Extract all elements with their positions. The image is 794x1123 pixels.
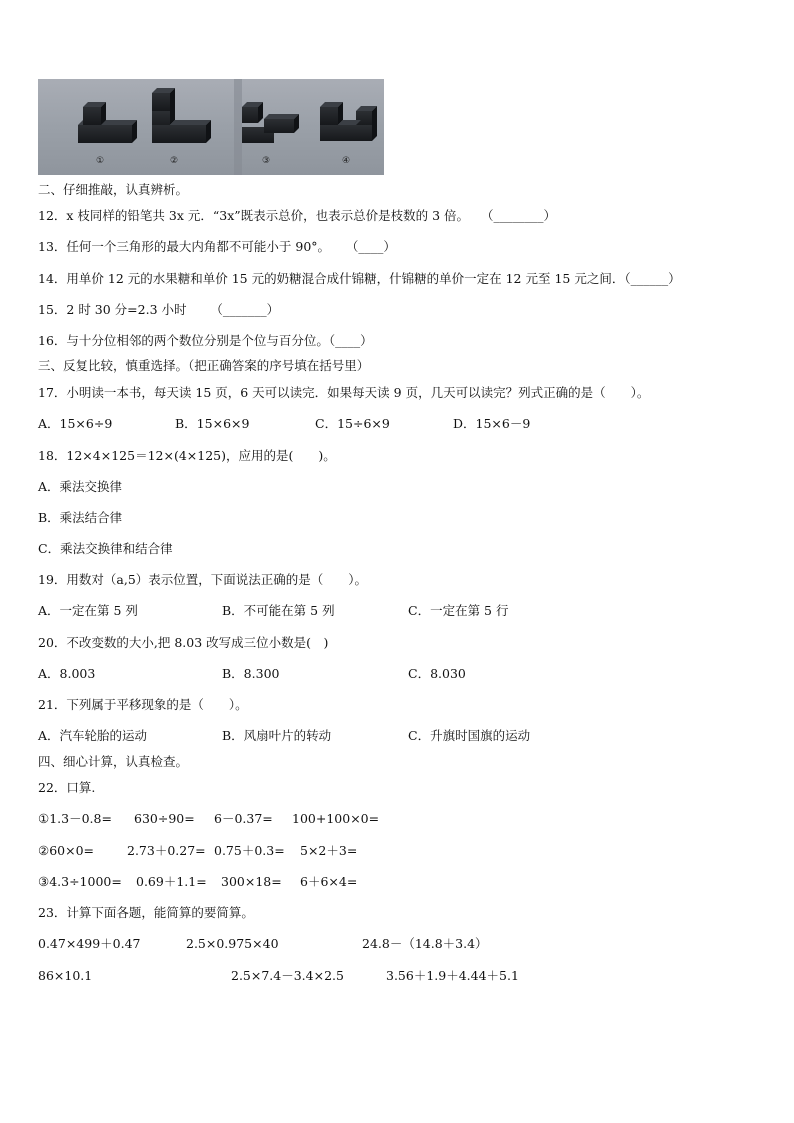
q23-row1-item1: 0.47×499＋0.47 xyxy=(38,936,141,951)
q18-option-b: B．乘法结合律 xyxy=(38,510,123,525)
q17-option-d: D．15×6－9 xyxy=(453,416,531,431)
q19-option-b: B．不可能在第 5 列 xyxy=(222,603,335,618)
question-16: 16．与十分位相邻的两个数位分别是个位与百分位。（____） xyxy=(38,333,373,348)
q21-option-b: B．风扇叶片的转动 xyxy=(222,728,332,743)
q22-row3-item2: 0.69＋1.1= xyxy=(136,874,207,889)
question-22: 22．口算. xyxy=(38,780,96,795)
question-14: 14．用单价 12 元的水果糖和单价 15 元的奶糖混合成什锦糖，什锦糖的单价一定在 12 元至 15 元之间．（______） xyxy=(38,271,681,286)
figure-4-blocks xyxy=(320,102,377,141)
question-23: 23．计算下面各题，能简算的要简算。 xyxy=(38,905,254,920)
question-18: 18．12×4×125＝12×(4×125)，应用的是( )。 xyxy=(38,448,336,463)
q17-option-c: C．15÷6×9 xyxy=(315,416,390,431)
q21-option-a: A．汽车轮胎的运动 xyxy=(38,728,148,743)
q22-row3-item1: ③4.3÷1000= xyxy=(38,874,122,889)
q22-row1-item3: 6－0.37= xyxy=(214,811,273,826)
q23-row1-item2: 2.5×0.975×40 xyxy=(186,936,279,951)
q22-row3-item3: 300×18= xyxy=(221,874,282,889)
q22-row2-item2: 2.73＋0.27= xyxy=(127,843,206,858)
question-19: 19．用数对（a,5）表示位置，下面说法正确的是（ ）。 xyxy=(38,572,368,587)
q22-row1-item1: ①1.3－0.8= xyxy=(38,811,112,826)
question-21: 21．下列属于平移现象的是（ ）。 xyxy=(38,697,248,712)
q23-row2-item2: 2.5×7.4－3.4×2.5 xyxy=(231,968,344,983)
q20-option-b: B．8.300 xyxy=(222,666,280,681)
figure-2-label: ② xyxy=(170,156,179,166)
q23-row1-item3: 24.8－（14.8＋3.4） xyxy=(362,936,488,951)
q23-row2-item1: 86×10.1 xyxy=(38,968,93,983)
section-3-heading: 三、反复比较，慎重选择。（把正确答案的序号填在括号里） xyxy=(38,358,370,373)
q22-row2-item1: ②60×0= xyxy=(38,843,95,858)
q22-row2-item4: 5×2＋3= xyxy=(300,843,358,858)
q21-option-c: C．升旗时国旗的运动 xyxy=(408,728,531,743)
q18-option-c: C．乘法交换律和结合律 xyxy=(38,541,173,556)
question-12: 12．x 枝同样的铅笔共 3x 元．“3x”既表示总价，也表示总价是枝数的 3 倍。 （________） xyxy=(38,208,556,223)
q23-row2-item3: 3.56＋1.9＋4.44＋5.1 xyxy=(386,968,519,983)
q22-row1-item4: 100+100×0= xyxy=(292,811,380,826)
figure-2-blocks xyxy=(152,88,211,143)
q20-option-a: A．8.003 xyxy=(38,666,96,681)
figure-4-label: ④ xyxy=(342,156,351,166)
question-17: 17．小明读一本书，每天读 15 页，6 天可以读完．如果每天读 9 页，几天可以读完？列式正确的是（ ）。 xyxy=(38,385,650,400)
section-4-heading: 四、细心计算，认真检查。 xyxy=(38,754,189,769)
q22-row1-item2: 630÷90= xyxy=(134,811,195,826)
q17-option-b: B．15×6×9 xyxy=(175,416,250,431)
cube-figures-drawing xyxy=(38,79,384,175)
question-15: 15．2 时 30 分=2.3 小时 （_______） xyxy=(38,302,280,317)
question-13: 13．任何一个三角形的最大内角都不可能小于 90°。 （____） xyxy=(38,239,396,254)
q17-option-a: A．15×6÷9 xyxy=(38,416,113,431)
figure-3-label: ③ xyxy=(262,156,271,166)
q22-row2-item3: 0.75＋0.3= xyxy=(214,843,285,858)
figure-1-label: ① xyxy=(96,156,105,166)
q19-option-c: C．一定在第 5 行 xyxy=(408,603,509,618)
q20-option-c: C．8.030 xyxy=(408,666,466,681)
q22-row3-item4: 6＋6×4= xyxy=(300,874,358,889)
figure-3-blocks xyxy=(242,102,299,143)
figure-1-blocks xyxy=(78,102,137,143)
cube-figures-photo xyxy=(38,79,384,175)
section-2-heading: 二、仔细推敲，认真辨析。 xyxy=(38,182,189,197)
question-20: 20．不改变数的大小,把 8.03 改写成三位小数是( ) xyxy=(38,635,329,650)
q18-option-a: A．乘法交换律 xyxy=(38,479,123,494)
q19-option-a: A．一定在第 5 列 xyxy=(38,603,138,618)
